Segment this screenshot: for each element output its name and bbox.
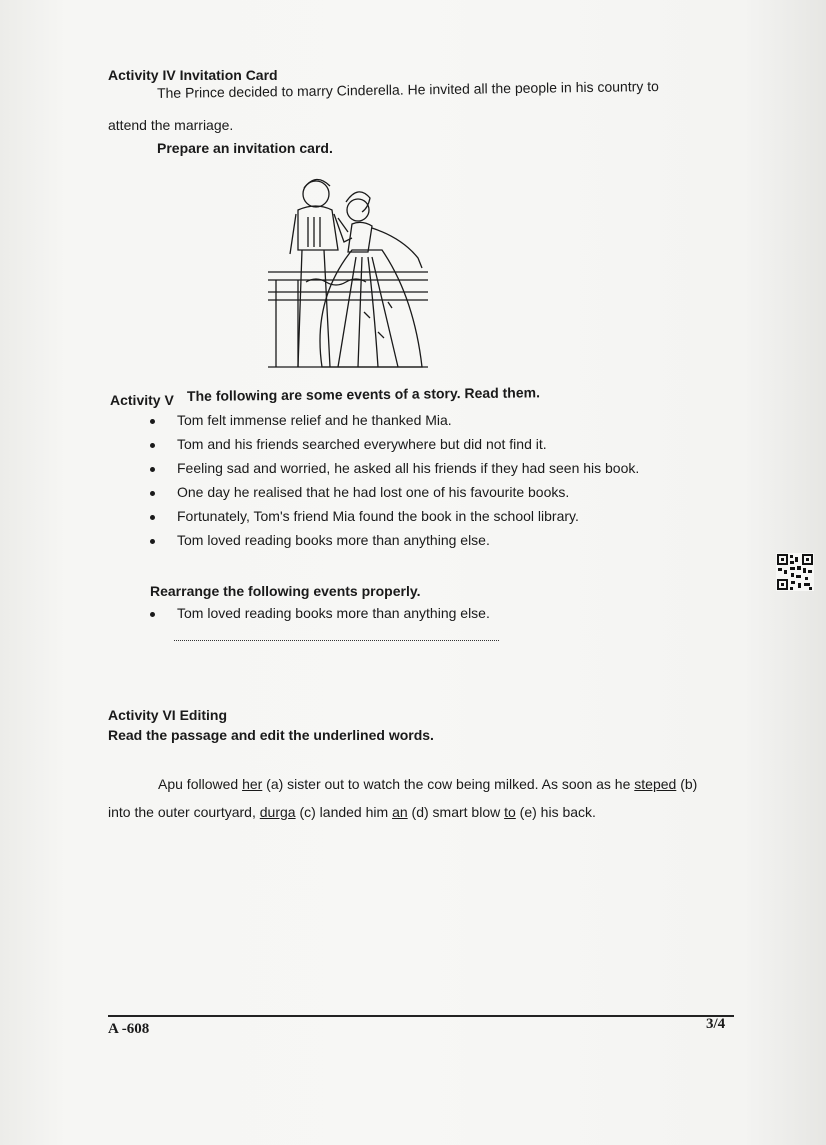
activity4-line2: attend the marriage. — [108, 117, 234, 133]
list-item: Tom and his friends searched everywhere but did not find it. — [150, 436, 710, 460]
bullet-icon — [150, 419, 155, 424]
bullet-icon — [150, 467, 155, 472]
bullet-icon — [150, 443, 155, 448]
list-item: Tom loved reading books more than anything else. — [150, 532, 710, 556]
underlined-word-c: durga — [259, 804, 296, 820]
underlined-word-d: an — [392, 804, 408, 820]
list-item: Tom felt immense relief and he thanked Mia. — [150, 412, 710, 436]
activity4-line1: The Prince decided to marry Cinderella. He invited all the people in his country to — [156, 77, 660, 101]
prince-cinderella-illustration — [268, 162, 430, 372]
underlined-word-e: to — [504, 804, 516, 820]
list-item: Fortunately, Tom's friend Mia found the book in the school library. — [150, 508, 710, 532]
activity5-prompt: The following are some events of a story. Read them. — [186, 384, 541, 404]
activity6-title: Activity VI Editing — [108, 707, 228, 723]
list-item: One day he realised that he had lost one of his favourite books. — [150, 484, 710, 508]
answer-line[interactable] — [174, 640, 499, 641]
bullet-icon — [150, 515, 155, 520]
rearrange-heading: Rearrange the following events properly. — [150, 583, 421, 599]
passage-line1: Apu followed her (a) sister out to watch the cow being milked. As soon as he steped (b) — [158, 776, 698, 792]
list-item: Feeling sad and worried, he asked all his friends if they had seen his book. — [150, 460, 710, 484]
activity4-title: Activity IV Invitation Card — [108, 67, 278, 83]
activity4-instruction: Prepare an invitation card. — [157, 140, 333, 156]
bullet-icon — [150, 612, 155, 617]
footer-divider — [108, 1015, 734, 1017]
bullet-icon — [150, 539, 155, 544]
exam-code: A -608 — [108, 1021, 150, 1037]
page-number: 3/4 — [706, 1016, 726, 1032]
underlined-word-b: steped — [634, 776, 677, 792]
events-list — [150, 412, 710, 556]
rearrange-first-item: Tom loved reading books more than anything else. — [150, 603, 710, 627]
qr-code-icon — [776, 553, 814, 591]
activity5-label: Activity V — [110, 392, 174, 408]
passage-line2: into the outer courtyard, durga (c) landed him an (d) smart blow to (e) his back. — [108, 804, 596, 820]
activity6-instruction: Read the passage and edit the underlined words. — [108, 727, 434, 743]
underlined-word-a: her — [242, 776, 263, 792]
bullet-icon — [150, 491, 155, 496]
